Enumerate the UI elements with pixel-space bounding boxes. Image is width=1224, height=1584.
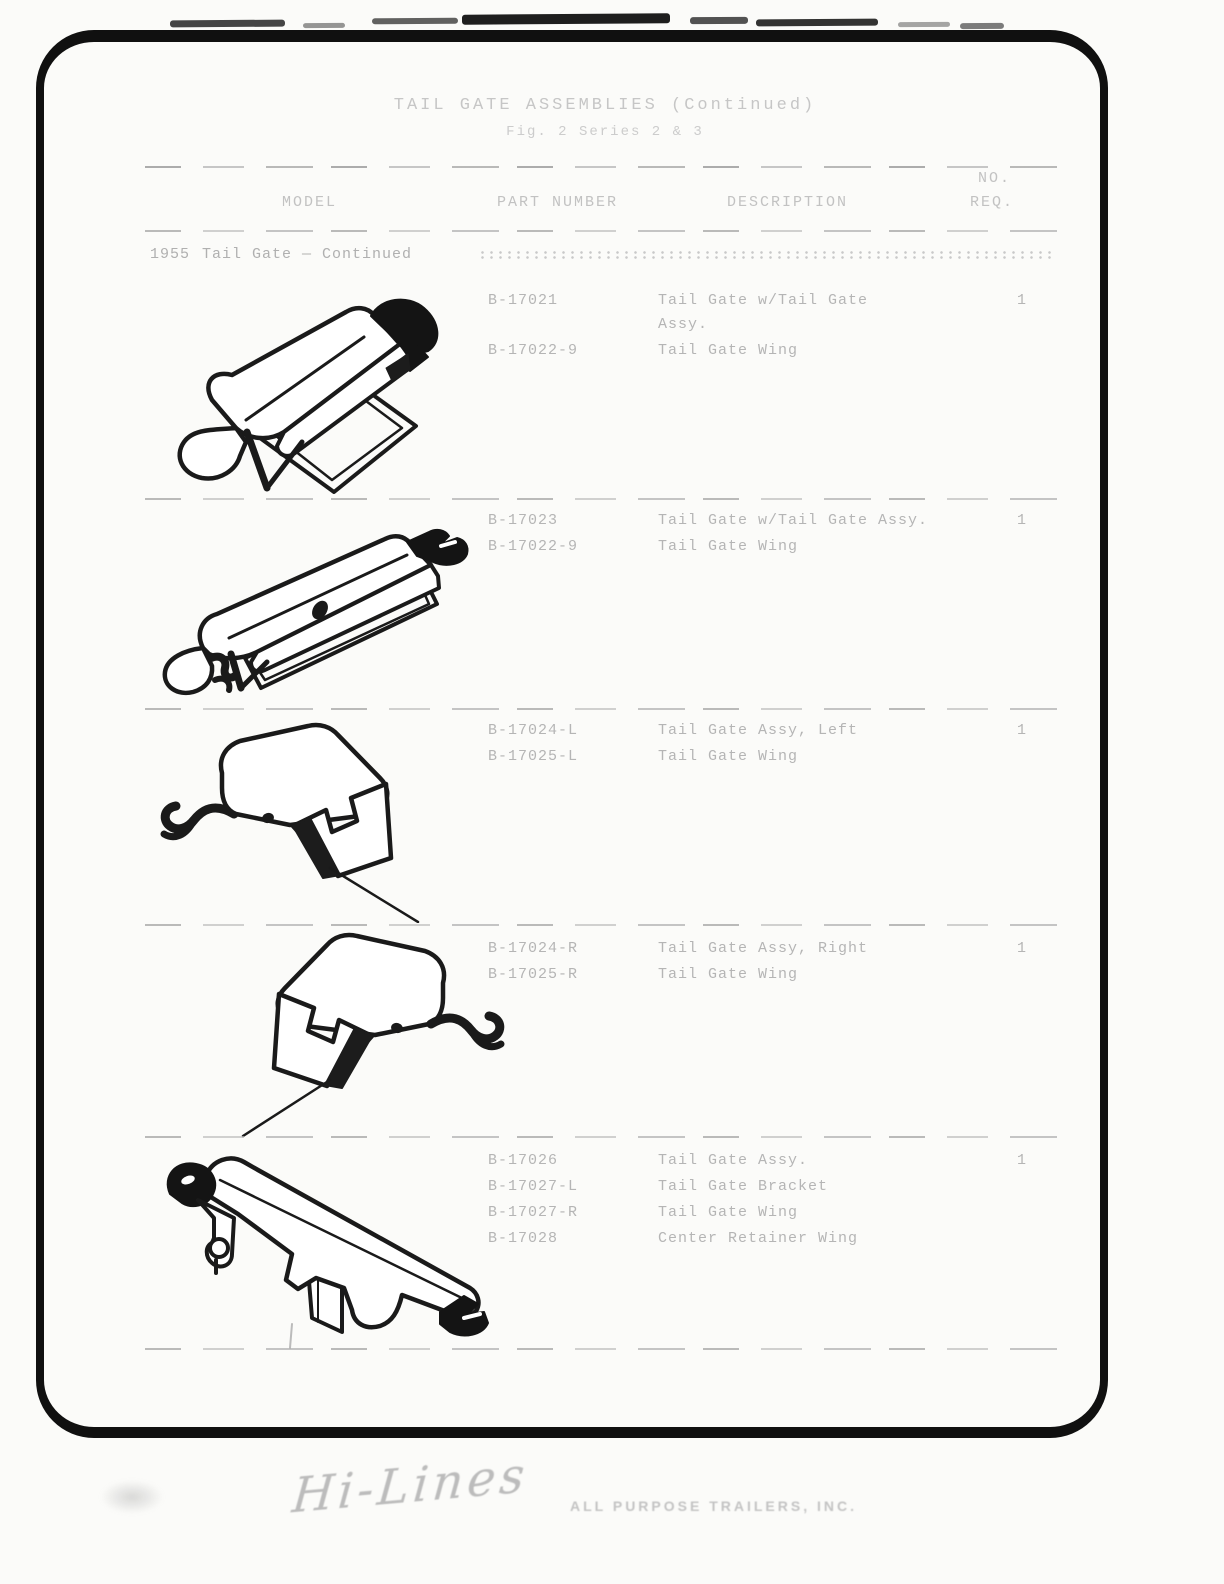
table-row [140, 538, 1084, 560]
part-number-cell: B-17023 [488, 512, 559, 529]
table-row [140, 966, 1084, 988]
qty-cell: 1 [1016, 512, 1027, 529]
col-header-part-number: PART NUMBER [497, 194, 619, 211]
part-number-cell: B-17028 [488, 1230, 559, 1247]
qty-cell: 1 [1016, 1152, 1027, 1169]
description-cell: Tail Gate Assy, Right [658, 940, 869, 957]
scan-artifact [462, 13, 670, 24]
col-header-description: DESCRIPTION [727, 194, 849, 211]
qty-cell: 1 [1016, 940, 1027, 957]
row-separator [145, 1136, 1060, 1138]
page-subtitle: Fig. 2 Series 2 & 3 [506, 124, 704, 140]
manufacturer-tagline: ALL PURPOSE TRAILERS, INC. [570, 1498, 857, 1514]
description-cell: Tail Gate Wing [658, 966, 799, 983]
part-number-cell: B-17026 [488, 1152, 559, 1169]
description-cell: Center Retainer Wing [658, 1230, 859, 1247]
rule [145, 230, 1060, 232]
description-cell: Tail Gate Wing [658, 538, 799, 555]
section-row [140, 246, 1084, 268]
page-title: TAIL GATE ASSEMBLIES (Continued) [393, 96, 817, 115]
scan-artifact [898, 22, 950, 27]
description-cell: Tail Gate Assy. [658, 1152, 809, 1169]
description-cell: Assy. [658, 316, 709, 333]
row-separator [145, 708, 1060, 710]
table-row [140, 1230, 1084, 1252]
table-row [140, 1152, 1084, 1174]
part-number-cell: B-17025-L [488, 748, 579, 765]
part-number-cell: B-17024-L [488, 722, 579, 739]
part-number-cell: B-17027-R [488, 1204, 579, 1221]
row-separator [145, 498, 1060, 500]
tail-gate-assembly-with-hood-knob [150, 282, 490, 502]
row-separator [145, 1348, 1060, 1350]
table-row [140, 1204, 1084, 1226]
part-number-cell: B-17021 [488, 292, 559, 309]
qty-cell: 1 [1016, 722, 1027, 739]
section-model: 1955 [150, 246, 191, 263]
rule [145, 166, 1060, 168]
table-row [140, 940, 1084, 962]
manufacturer-logo: Hi-Lines [289, 1447, 531, 1525]
tail-gate-retainer-strap [140, 1142, 510, 1362]
table-row [140, 1178, 1084, 1200]
description-cell: Tail Gate Bracket [658, 1178, 829, 1195]
part-number-cell: B-17022-9 [488, 342, 579, 359]
part-number-cell: B-17025-R [488, 966, 579, 983]
scan-artifact [960, 23, 1004, 29]
scan-artifact [372, 18, 458, 25]
page-number-smudge [100, 1480, 164, 1514]
part-figure-5 [140, 1142, 510, 1367]
table-row [140, 722, 1084, 744]
col-header-model: MODEL [282, 194, 338, 211]
row-separator [145, 924, 1060, 926]
description-cell: Tail Gate Wing [658, 1204, 799, 1221]
part-number-cell: B-17027-L [488, 1178, 579, 1195]
description-cell: Tail Gate w/Tail Gate Assy. [658, 512, 929, 529]
col-header-req: REQ. [970, 194, 1015, 211]
part-number-cell: B-17022-9 [488, 538, 579, 555]
table-row [140, 512, 1084, 534]
scan-artifact [690, 17, 748, 24]
scan-artifact [170, 20, 285, 28]
table-row [140, 292, 1084, 314]
dot-leader [478, 250, 1054, 259]
scan-artifact [756, 19, 878, 27]
description-cell: Tail Gate Wing [658, 342, 799, 359]
description-cell: Tail Gate Wing [658, 748, 799, 765]
table-row [140, 342, 1084, 364]
scan-artifact [303, 23, 345, 28]
table-row [140, 316, 1084, 338]
table-row [140, 748, 1084, 770]
part-number-cell: B-17024-R [488, 940, 579, 957]
description-cell: Tail Gate Assy, Left [658, 722, 859, 739]
section-label: Tail Gate — Continued [202, 246, 413, 263]
col-header-no: NO. [978, 170, 1012, 187]
qty-cell: 1 [1016, 292, 1027, 309]
description-cell: Tail Gate w/Tail Gate [658, 292, 869, 309]
